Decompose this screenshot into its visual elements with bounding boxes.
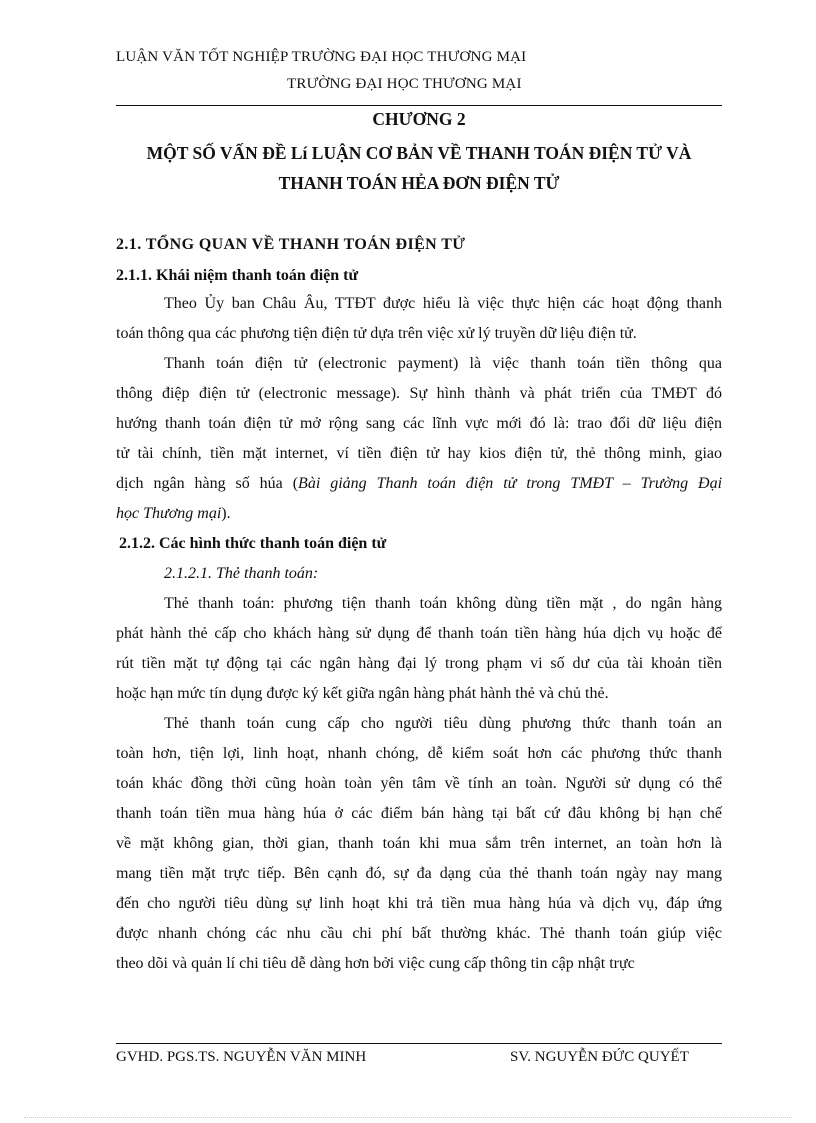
header-rule (116, 105, 722, 106)
paragraph-line: Thanh toán điện tử (electronic payment) là việc thanh toán tiền thông qua (164, 355, 722, 372)
paragraph-line: hoặc hạn mức tín dụng được ký kết giữa ngân hàng phát hành thẻ và chủ thẻ. (116, 685, 609, 702)
running-header-line2: TRƯỜNG ĐẠI HỌC THƯƠNG MẠI (287, 76, 522, 92)
paragraph-line: được nhanh chóng các nhu cầu chi phí bất thường khác. Thẻ thanh toán giúp việc (116, 925, 722, 942)
subsection-heading-2-1-2-1: 2.1.2.1. Thẻ thanh toán: (164, 565, 319, 582)
chapter-label: CHƯƠNG 2 (372, 109, 466, 129)
paragraph-line: Thẻ thanh toán cung cấp cho người tiêu dùng phương thức thanh toán an (164, 715, 722, 732)
paragraph-line: hướng thanh toán điện tử mở rộng sang các lĩnh vực mới đó là: trao đổi dữ liệu điện (116, 415, 722, 432)
section-heading-2-1-1: 2.1.1. Khái niệm thanh toán điện tử (116, 267, 359, 284)
footer-advisor: GVHD. PGS.TS. NGUYỄN VĂN MINH (116, 1049, 367, 1065)
paragraph-line: Thẻ thanh toán: phương tiện thanh toán không dùng tiền mặt , do ngân hàng (164, 595, 722, 612)
paragraph-line: theo dõi và quản lí chi tiêu dễ dàng hơn bởi việc cung cấp thông tin cập nhật trực (116, 955, 635, 972)
footer-student: SV. NGUYỄN ĐỨC QUYẾT (510, 1049, 689, 1065)
paragraph-line: mang tiền mặt trực tiếp. Bên cạnh đó, sự đa dạng của thẻ thanh toán ngày nay mang (116, 865, 722, 882)
paragraph-line: tử tài chính, tiền mặt internet, ví tiền điện tử hay kios điện tử, thẻ thông minh, giao (116, 445, 722, 462)
chapter-title-line2: THANH TOÁN HẺA ĐƠN ĐIỆN TỬ (278, 173, 560, 193)
paragraph-line: về mặt không gian, thời gian, thanh toán khi mua sắm trên internet, an toàn hơn là (116, 835, 722, 852)
citation-suffix: ). (221, 505, 231, 522)
paragraph-line: thanh toán tiền mua hàng húa ở các điểm bán hàng tại bất cứ đâu không bị hạn chế (116, 805, 722, 822)
chapter-title-line1: MỘT SỐ VẤN ĐỀ Lí LUẬN CƠ BẢN VỀ THANH TOÁN ĐIỆN TỬ VÀ (146, 143, 692, 163)
paragraph-line: toán khác đồng thời cũng hoàn toàn yên tâm về tính an toàn. Người sử dụng có thể (116, 775, 722, 792)
paragraph-line: thông điệp điện tử (electronic message). Sự hình thành và phát triển của TMĐT đó (116, 385, 722, 402)
paragraph-line: phát hành thẻ cấp cho khách hàng sử dụng để thanh toán tiền hàng húa dịch vụ hoặc để (116, 625, 722, 642)
page-bottom-dotted-line (24, 1117, 792, 1118)
paragraph-line-citation-end (116, 505, 231, 523)
running-header-line1: LUẬN VĂN TỐT NGHIỆP TRƯỜNG ĐẠI HỌC THƯƠNG MẠI (116, 49, 527, 65)
paragraph-line: rút tiền mặt tự động tại các ngân hàng đại lý trong phạm vi số dư của tài khoản tiền (116, 655, 722, 672)
paragraph-line: đến cho người tiêu dùng sự linh hoạt khi trả tiền mua hàng húa và dịch vụ, đáp ứng (116, 895, 722, 912)
citation-text: Bài giảng Thanh toán điện tử trong TMĐT – Trường Đại (298, 475, 723, 492)
paragraph-line: toàn hơn, tiện lợi, linh hoạt, nhanh chóng, dễ kiểm soát hơn các phương thức thanh (116, 745, 722, 762)
paragraph-line: Theo Ủy ban Châu Âu, TTĐT được hiểu là việc thực hiện các hoạt động thanh (164, 295, 722, 312)
paragraph-line-citation (116, 475, 722, 493)
citation-text-end: học Thương mại (116, 505, 222, 522)
section-heading-2-1: 2.1. TỔNG QUAN VỀ THANH TOÁN ĐIỆN TỬ (116, 236, 466, 253)
footer-rule (116, 1043, 722, 1044)
paragraph-line: toán thông qua các phương tiện điện tử dựa trên việc xử lý truyền dữ liệu điện tử. (116, 325, 637, 342)
section-heading-2-1-2: 2.1.2. Các hình thức thanh toán điện tử (119, 535, 387, 552)
citation-prefix: dịch ngân hàng số húa ( (116, 475, 299, 492)
